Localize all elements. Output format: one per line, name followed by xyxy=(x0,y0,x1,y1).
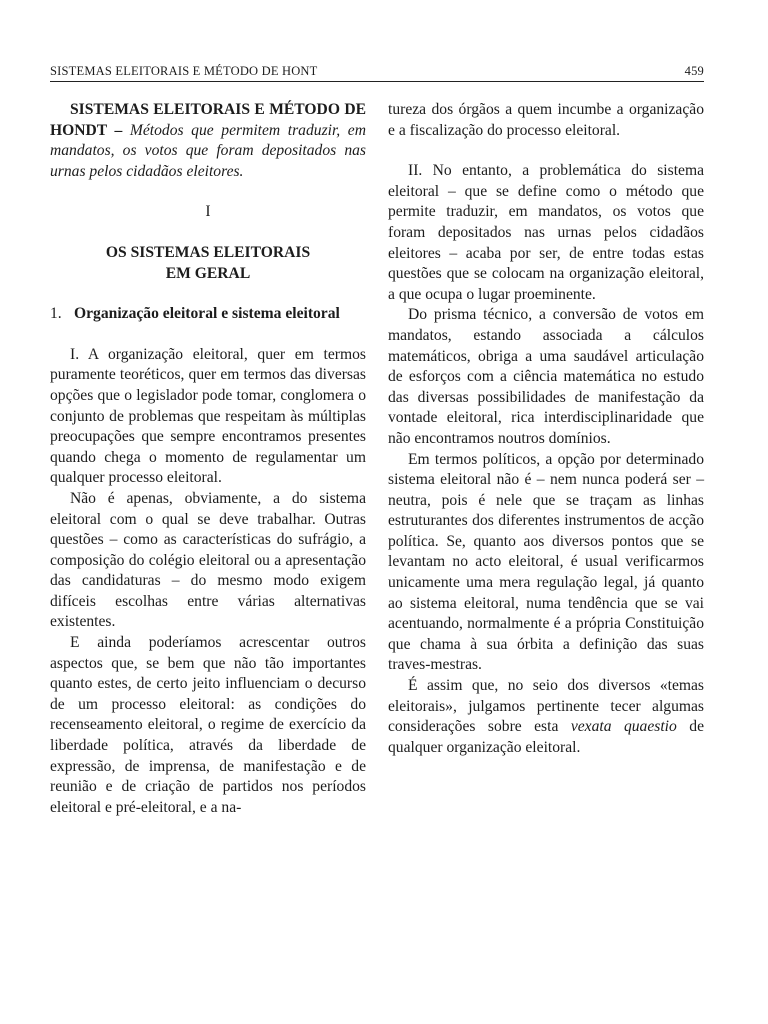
paragraph: II. No entanto, a problemática do sistema eleitoral – que se define como o método que permite traduzir, em mandatos, os votos que foram depositados nas urnas pelos cidadãos eleitores – acaba por ser, de entre todas estas questões que se colocam na organização eleitoral, a que ocupa o lugar proeminente. xyxy=(388,162,704,303)
section-numeral: I xyxy=(205,203,211,221)
paragraph: I. A organização eleitoral, quer em termos puramente teoréticos, quer em termos das diversas opções que o legislador pode tomar, conglomera o conjunto de problemas que respeitam às múltiplas preocupações que sempre encontramos presentes quando chega o momento de regulamentar um qualquer processo eleitoral. xyxy=(50,345,366,487)
subsection-title: Organização eleitoral e sistema eleitoral xyxy=(74,305,340,323)
paragraph-text-end: de qualquer organização eleitoral. xyxy=(388,718,704,756)
header-rule xyxy=(50,81,704,82)
running-header-title: SISTEMAS ELEITORAIS E MÉTODO DE HONT xyxy=(50,64,318,78)
paragraph: Não é apenas, obviamente, a do sistema eleitoral com o qual se deve trabalhar. Outras questões – como as características do sufrágio, a composição do colégio eleitoral ou a apresentação das candidaturas – do mesmo modo exigem difíceis escolhas entre várias alternativas existentes. xyxy=(50,489,366,631)
paragraph-final xyxy=(388,676,704,758)
subsection-heading xyxy=(50,304,366,325)
paragraph: E ainda poderíamos acrescentar outros aspectos que, se bem que não tão importantes quanto estes, de certo jeito influenciam o decurso de um processo eleitoral: as condições do recenseamento eleitoral, o regime de exercício da liberdade política, através da liberdade de expressão, de imprensa, de manifestação e de reunião e de criação de partidos nos períodos eleitoral e pré-eleitoral, e a na- xyxy=(50,634,366,816)
page-number: 459 xyxy=(684,64,704,78)
left-column xyxy=(50,100,366,818)
paragraph-text: É assim que, no seio dos diversos «temas eleitorais», julgamos pertinente tecer algumas considerações sobre esta xyxy=(388,677,704,736)
section-title-line2: EM GERAL xyxy=(165,264,251,282)
entry-term: SISTEMAS ELEITORAIS E MÉTODO DE HONDT – xyxy=(50,101,366,139)
section-title-line1: OS SISTEMAS ELEITORAIS xyxy=(105,243,311,261)
entry-definition: Métodos que permitem traduzir, em mandatos, os votos que foram depositados nas urnas pelos cidadãos eleitores. xyxy=(50,121,366,180)
paragraph: Do prisma técnico, a conversão de votos em mandatos, estando associada a cálculos matemáticos, obriga a uma saudável articulação de esforços com a ciência matemática no estudo das diversas possibilidades de manifestação da vontade eleitoral, rica interdisciplinaridade que não encontramos noutros domínios. xyxy=(388,306,704,447)
paragraph-continuation: tureza dos órgãos a quem incumbe a organização e a fiscalização do processo eleitoral. xyxy=(388,101,704,139)
subsection-number: 1. xyxy=(50,305,62,323)
paragraph: Em termos políticos, a opção por determinado sistema eleitoral não é – nem nunca poderá ser – neutra, pois é nele que se traçam as linhas estruturantes dos diferentes instrumentos de acção política. Se, quanto aos diversos pontos que se levantam no acto eleitoral, é usual verificarmos unicamente uma mera regulação legal, já quanto ao sistema eleitoral, numa tendência que se vai acentuando, normalmente é a própria Constituição que chama à sua órbita a definição das suas traves-mestras. xyxy=(388,450,704,674)
entry-heading xyxy=(50,100,366,182)
latin-phrase: vexata quaestio xyxy=(570,718,677,736)
right-column xyxy=(388,100,704,758)
section-title xyxy=(50,243,366,284)
